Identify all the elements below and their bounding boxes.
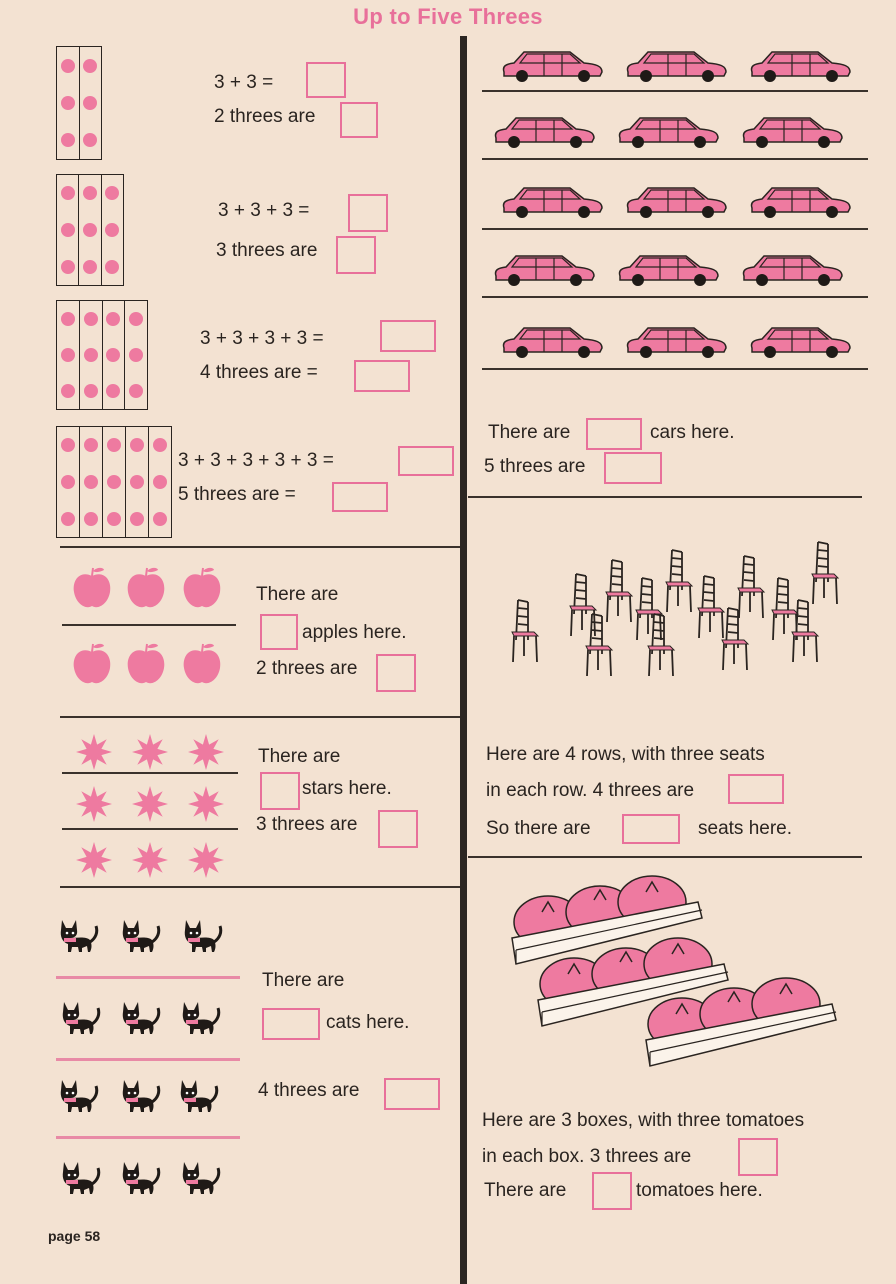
dot-column bbox=[80, 301, 103, 409]
dot-icon bbox=[105, 223, 119, 237]
star-icon bbox=[76, 842, 112, 878]
car-icon bbox=[500, 180, 606, 220]
threes-2: 2 threes are bbox=[214, 106, 316, 127]
dot-icon bbox=[84, 475, 98, 489]
car-icon bbox=[748, 180, 854, 220]
chair-icon bbox=[510, 596, 542, 666]
dot-icon bbox=[105, 260, 119, 274]
cat-row-line bbox=[56, 1058, 240, 1061]
car-row-line bbox=[482, 228, 868, 230]
threes-3: 3 threes are bbox=[216, 240, 318, 261]
car-icon bbox=[740, 110, 846, 150]
dot-icon bbox=[84, 384, 98, 398]
dot-icon bbox=[61, 260, 75, 274]
dot-icon bbox=[84, 312, 98, 326]
dot-icon bbox=[84, 512, 98, 526]
cat-icon bbox=[118, 914, 164, 956]
dot-column bbox=[57, 175, 79, 285]
dot-icon bbox=[153, 438, 167, 452]
center-divider bbox=[460, 36, 467, 1284]
dot-icon bbox=[61, 512, 75, 526]
chairs-line3b: seats here. bbox=[698, 818, 792, 839]
apple-icon bbox=[126, 566, 166, 612]
car-icon bbox=[492, 110, 598, 150]
chairs-line3a: So there are bbox=[486, 818, 591, 839]
dot-column bbox=[126, 427, 149, 537]
car-row-line bbox=[482, 296, 868, 298]
answer-box-sum-3[interactable] bbox=[348, 194, 388, 232]
equation-2: 3 + 3 = bbox=[214, 72, 274, 93]
page-number: page 58 bbox=[48, 1228, 101, 1244]
car-icon bbox=[748, 320, 854, 360]
chairs-line2: in each row. 4 threes are bbox=[486, 780, 695, 801]
chair-icon bbox=[790, 596, 822, 666]
car-icon bbox=[748, 44, 854, 84]
dot-icon bbox=[83, 186, 97, 200]
dot-icon bbox=[107, 475, 121, 489]
answer-box-tomatoes-threes[interactable] bbox=[738, 1138, 778, 1176]
car-icon bbox=[624, 180, 730, 220]
dot-icon bbox=[153, 512, 167, 526]
dot-icon bbox=[61, 438, 75, 452]
dot-column bbox=[79, 175, 101, 285]
cats-line1: There are bbox=[262, 970, 345, 991]
dot-icon bbox=[107, 438, 121, 452]
dot-icon bbox=[107, 512, 121, 526]
tomatoes-line1: Here are 3 boxes, with three tomatoes bbox=[482, 1110, 805, 1131]
answer-box-chairs-threes[interactable] bbox=[728, 774, 784, 804]
cat-icon bbox=[178, 1156, 224, 1198]
apple-icon bbox=[72, 642, 112, 688]
answer-box-stars-threes[interactable] bbox=[378, 810, 418, 848]
star-icon bbox=[76, 734, 112, 770]
cat-row-line bbox=[56, 976, 240, 979]
star-icon bbox=[132, 842, 168, 878]
equation-3: 3 + 3 + 3 = bbox=[218, 200, 310, 221]
divider bbox=[468, 496, 862, 498]
dot-icon bbox=[61, 475, 75, 489]
apple-icon bbox=[182, 642, 222, 688]
dot-grid-2 bbox=[56, 46, 102, 160]
threes-5: 5 threes are = bbox=[178, 484, 296, 505]
tomatoes-line2: in each box. 3 threes are bbox=[482, 1146, 692, 1167]
dot-icon bbox=[61, 223, 75, 237]
car-row-line bbox=[482, 158, 868, 160]
answer-box-sum-2[interactable] bbox=[306, 62, 346, 98]
chairs-line1: Here are 4 rows, with three seats bbox=[486, 744, 765, 765]
chair-icon bbox=[584, 610, 616, 680]
dot-icon bbox=[129, 384, 143, 398]
apples-line3: 2 threes are bbox=[256, 658, 358, 679]
car-icon bbox=[740, 248, 846, 288]
star-icon bbox=[76, 786, 112, 822]
car-icon bbox=[616, 248, 722, 288]
cat-icon bbox=[176, 1074, 222, 1116]
answer-box-seats[interactable] bbox=[622, 814, 680, 844]
cat-icon bbox=[58, 1156, 104, 1198]
dot-icon bbox=[61, 312, 75, 326]
apples-line2: apples here. bbox=[302, 622, 407, 643]
chair-icon bbox=[664, 546, 696, 616]
dot-grid-5 bbox=[56, 426, 172, 538]
apples-line1: There are bbox=[256, 584, 339, 605]
car-icon bbox=[500, 44, 606, 84]
dot-column bbox=[103, 301, 126, 409]
dot-grid-3 bbox=[56, 174, 124, 286]
dot-icon bbox=[61, 186, 75, 200]
answer-box-cars[interactable] bbox=[586, 418, 642, 450]
cars-line1b: cars here. bbox=[650, 422, 735, 443]
page-title: Up to Five Threes bbox=[353, 4, 543, 29]
tomatoes-line3a: There are bbox=[484, 1180, 567, 1201]
cats-line3: 4 threes are bbox=[258, 1080, 360, 1101]
dot-icon bbox=[129, 348, 143, 362]
star-icon bbox=[132, 786, 168, 822]
car-icon bbox=[616, 110, 722, 150]
answer-box-threes-5[interactable] bbox=[332, 482, 388, 512]
dot-icon bbox=[106, 312, 120, 326]
cat-icon bbox=[118, 1074, 164, 1116]
answer-box-threes-3[interactable] bbox=[336, 236, 376, 274]
dot-icon bbox=[130, 475, 144, 489]
cats-line2: cats here. bbox=[326, 1012, 410, 1033]
dot-icon bbox=[61, 96, 75, 110]
dot-icon bbox=[61, 133, 75, 147]
dot-column bbox=[57, 47, 80, 159]
chair-icon bbox=[720, 604, 752, 674]
equation-4: 3 + 3 + 3 + 3 = bbox=[200, 328, 324, 349]
car-row-line bbox=[482, 90, 868, 92]
tomato-icon bbox=[646, 990, 846, 1080]
dot-icon bbox=[83, 96, 97, 110]
car-row-line bbox=[482, 368, 868, 370]
car-icon bbox=[492, 248, 598, 288]
answer-box-apples-threes[interactable] bbox=[376, 654, 416, 692]
threes-4: 4 threes are = bbox=[200, 362, 318, 383]
dot-icon bbox=[153, 475, 167, 489]
star-icon bbox=[132, 734, 168, 770]
apple-icon bbox=[126, 642, 166, 688]
cat-icon bbox=[178, 996, 224, 1038]
dot-icon bbox=[83, 260, 97, 274]
dot-column bbox=[125, 301, 147, 409]
apple-icon bbox=[72, 566, 112, 612]
divider bbox=[60, 546, 460, 548]
answer-box-threes-4[interactable] bbox=[354, 360, 410, 392]
stars-line2: stars here. bbox=[302, 778, 392, 799]
cat-icon bbox=[56, 914, 102, 956]
dot-icon bbox=[84, 438, 98, 452]
answer-box-stars[interactable] bbox=[260, 772, 300, 810]
answer-box-apples[interactable] bbox=[260, 614, 298, 650]
apple-icon bbox=[182, 566, 222, 612]
dot-icon bbox=[130, 438, 144, 452]
answer-box-sum-5[interactable] bbox=[398, 446, 454, 476]
answer-box-tomatoes[interactable] bbox=[592, 1172, 632, 1210]
dot-column bbox=[57, 427, 80, 537]
answer-box-cats-threes[interactable] bbox=[384, 1078, 440, 1110]
dot-icon bbox=[61, 59, 75, 73]
dot-icon bbox=[61, 348, 75, 362]
star-icon bbox=[188, 786, 224, 822]
dot-icon bbox=[83, 133, 97, 147]
car-icon bbox=[624, 44, 730, 84]
star-row-line bbox=[62, 828, 238, 830]
dot-icon bbox=[106, 348, 120, 362]
answer-box-sum-4[interactable] bbox=[380, 320, 436, 352]
dot-icon bbox=[106, 384, 120, 398]
dot-icon bbox=[105, 186, 119, 200]
answer-box-cars-threes[interactable] bbox=[604, 452, 662, 484]
dot-column bbox=[149, 427, 171, 537]
chair-icon bbox=[646, 610, 678, 680]
dot-column bbox=[103, 427, 126, 537]
star-icon bbox=[188, 842, 224, 878]
apple-row-line bbox=[62, 624, 236, 626]
car-icon bbox=[500, 320, 606, 360]
equation-5: 3 + 3 + 3 + 3 + 3 = bbox=[178, 450, 334, 471]
star-row-line bbox=[62, 772, 238, 774]
dot-icon bbox=[129, 312, 143, 326]
dot-column bbox=[80, 427, 103, 537]
dot-icon bbox=[83, 223, 97, 237]
dot-column bbox=[80, 47, 102, 159]
cars-line1a: There are bbox=[488, 422, 571, 443]
dot-icon bbox=[84, 348, 98, 362]
cat-row-line bbox=[56, 1136, 240, 1139]
answer-box-cats[interactable] bbox=[262, 1008, 320, 1040]
dot-grid-4 bbox=[56, 300, 148, 410]
answer-box-threes-2[interactable] bbox=[340, 102, 378, 138]
cat-icon bbox=[58, 996, 104, 1038]
divider bbox=[468, 856, 862, 858]
divider bbox=[60, 716, 460, 718]
divider bbox=[60, 886, 460, 888]
cat-icon bbox=[56, 1074, 102, 1116]
cars-line2: 5 threes are bbox=[484, 456, 586, 477]
cat-icon bbox=[118, 996, 164, 1038]
stars-line3: 3 threes are bbox=[256, 814, 358, 835]
cat-icon bbox=[180, 914, 226, 956]
dot-icon bbox=[130, 512, 144, 526]
cat-icon bbox=[118, 1156, 164, 1198]
dot-column bbox=[57, 301, 80, 409]
tomatoes-line3b: tomatoes here. bbox=[636, 1180, 763, 1201]
car-icon bbox=[624, 320, 730, 360]
stars-line1: There are bbox=[258, 746, 341, 767]
dot-column bbox=[102, 175, 123, 285]
dot-icon bbox=[83, 59, 97, 73]
star-icon bbox=[188, 734, 224, 770]
dot-icon bbox=[61, 384, 75, 398]
